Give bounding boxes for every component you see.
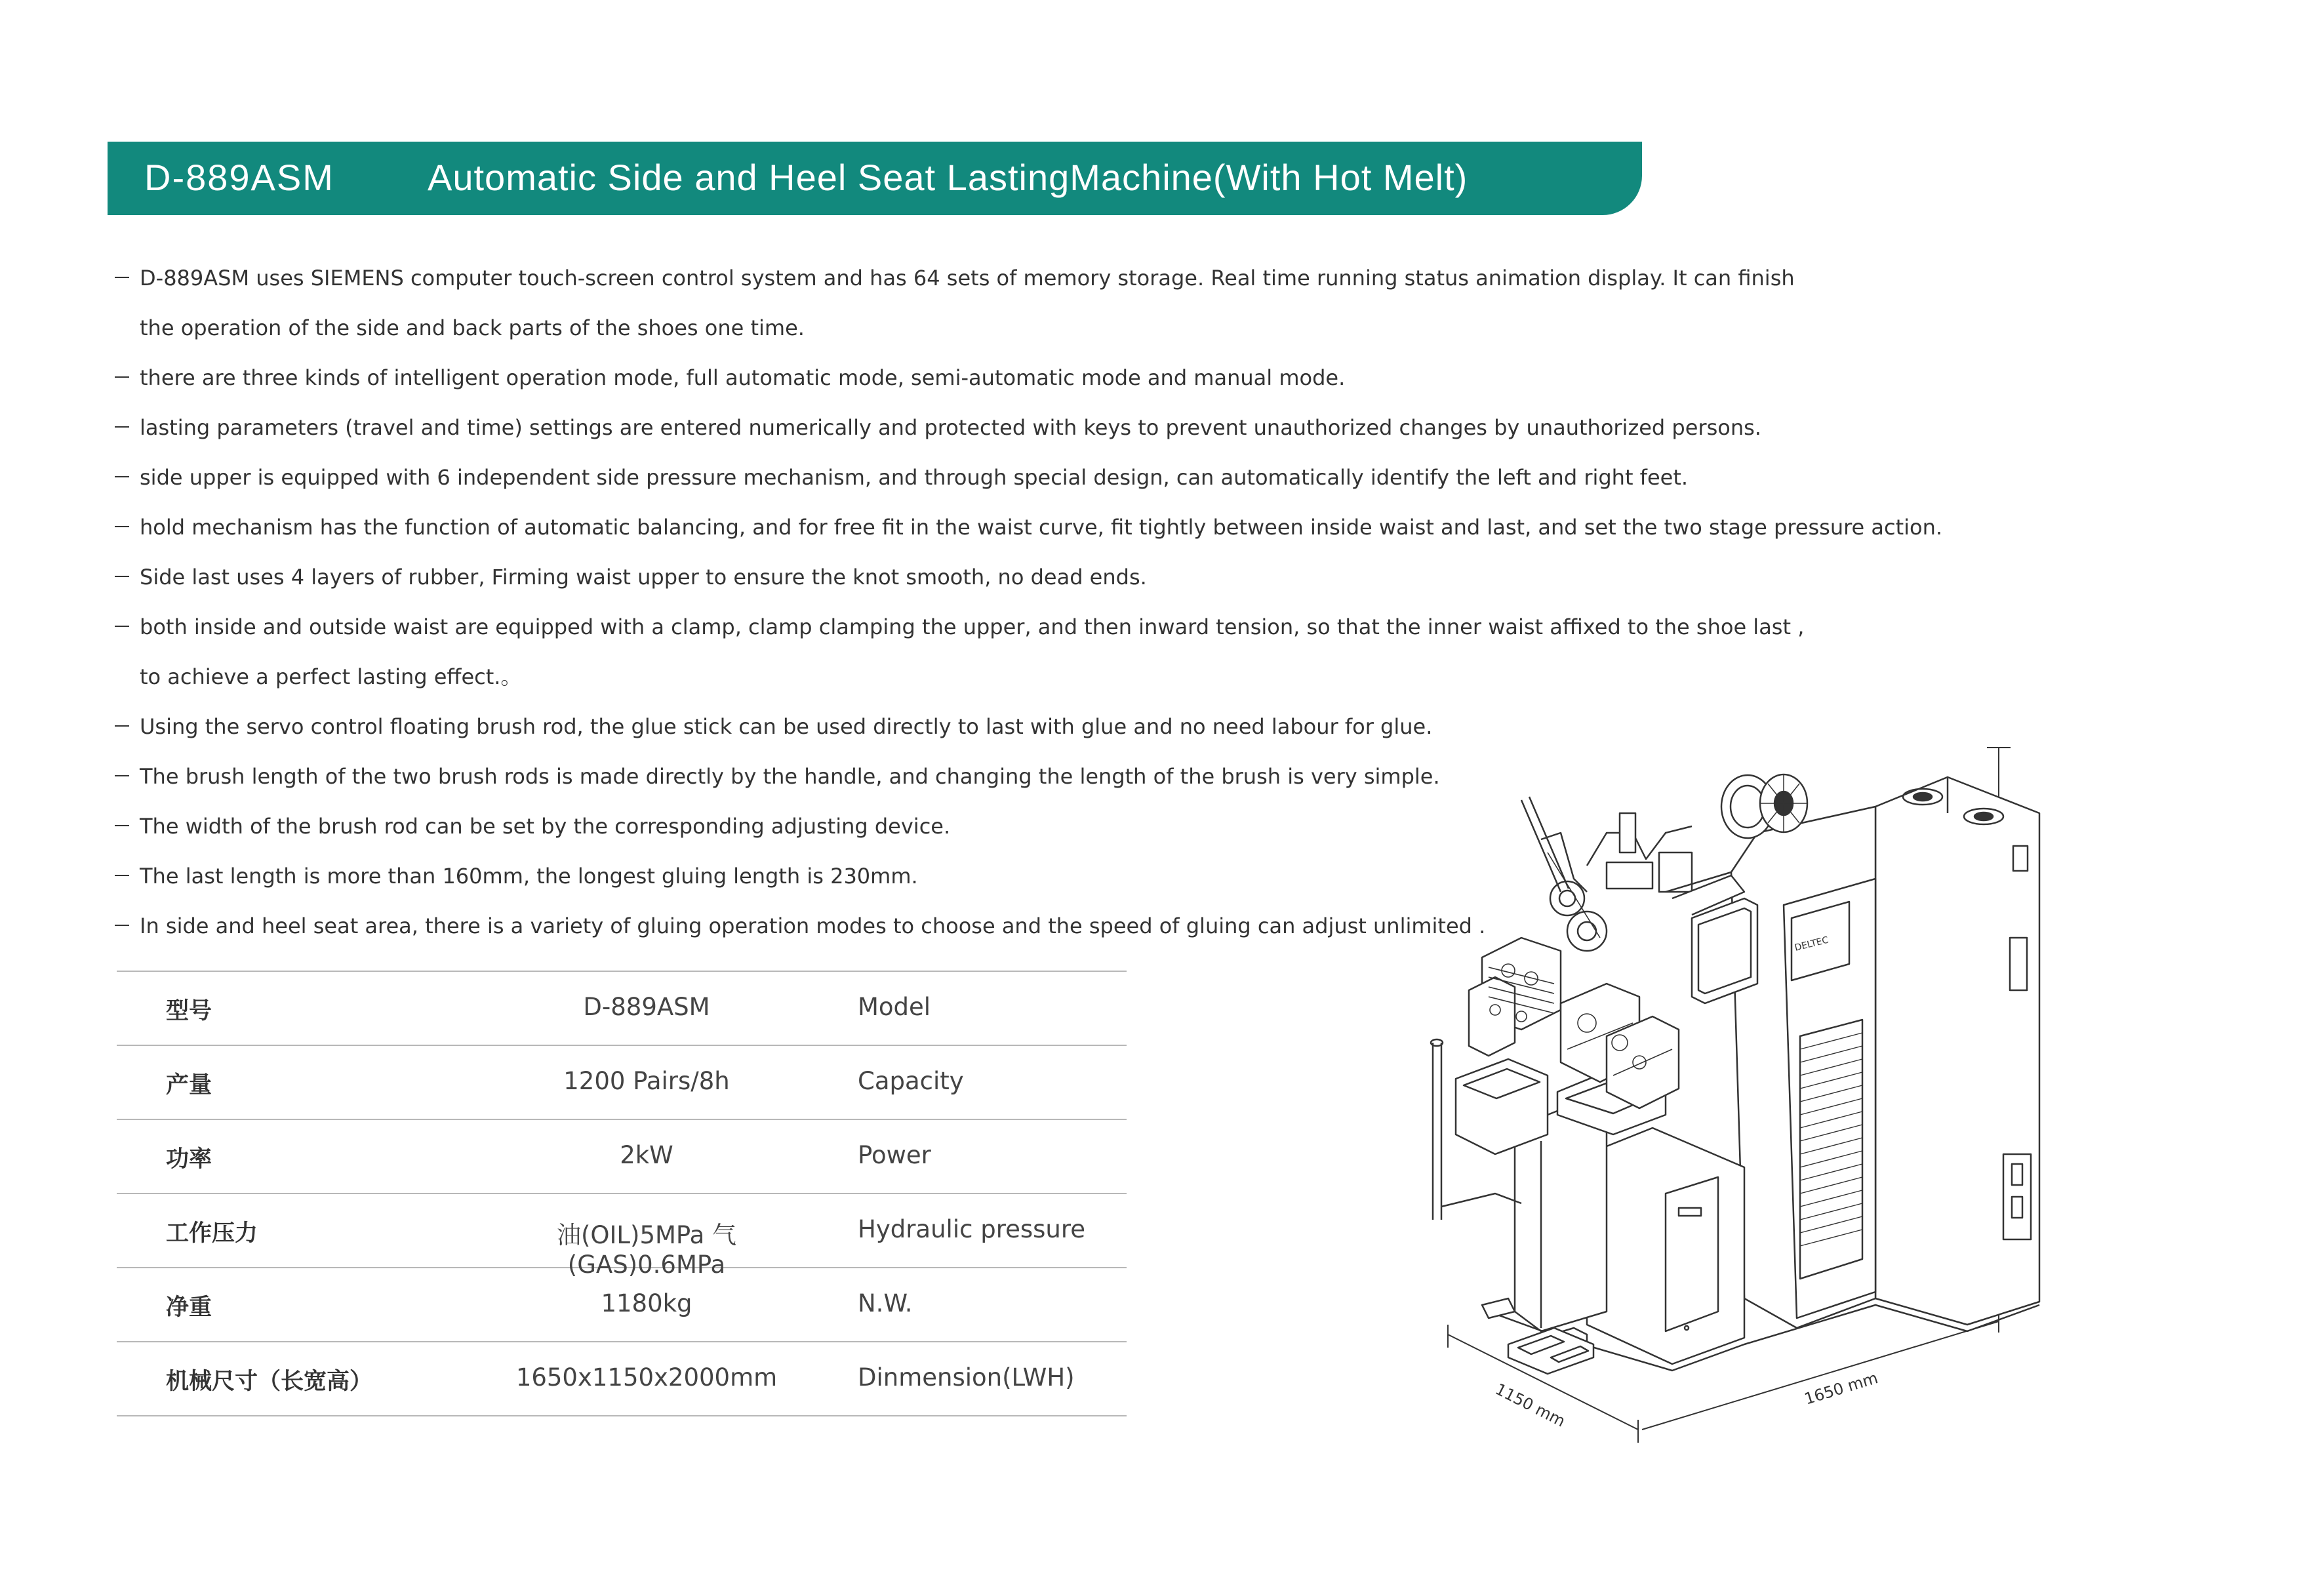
- feature-item: D-889ASM uses SIEMENS computer touch-screen control system and has 64 sets of memory storage. Real time running status animation display. It can finish: [115, 253, 2016, 303]
- feature-item-continued: the operation of the side and back parts of the shoes one time.: [140, 315, 805, 340]
- spec-row-pressure: [117, 1194, 1127, 1279]
- feature-item: Side last uses 4 layers of rubber, Firming waist upper to ensure the knot smooth, no dead ends.: [115, 552, 2016, 602]
- spec-label-en: Dinmension(LWH): [858, 1363, 1075, 1392]
- spec-value: D-889ASM: [583, 993, 710, 1021]
- spec-table: [117, 971, 1127, 1416]
- feature-item: there are three kinds of intelligent operation mode, full automatic mode, semi-automatic mode and manual mode.: [115, 353, 2016, 403]
- spec-label-en: Model: [858, 993, 931, 1021]
- spec-value: 油(OIL)5MPa 气(GAS)0.6MPa: [556, 1221, 737, 1279]
- feature-item: The width of the brush rod can be set by the corresponding adjusting device.: [115, 801, 2016, 851]
- model-title: D-889ASM: [144, 157, 334, 198]
- spec-value: 1180kg: [601, 1289, 692, 1317]
- spec-value: 1200 Pairs/8h: [563, 1067, 730, 1095]
- front-column: [1515, 1069, 1744, 1364]
- spec-value: 1650x1150x2000mm: [515, 1363, 778, 1392]
- machine-illustration: [1390, 734, 2112, 1489]
- feature-item: The last length is more than 160mm, the longest gluing length is 230mm.: [115, 851, 2016, 901]
- feature-item: The brush length of the two brush rods is made directly by the handle, and changing the length of the brush is very simple.: [115, 752, 2016, 801]
- spec-label-cn: 工作压力: [166, 1220, 258, 1247]
- spec-label-en: Hydraulic pressure: [858, 1215, 1086, 1243]
- spec-label-cn: 机械尺寸（长宽高）: [166, 1369, 373, 1395]
- length-label: 1650 mm: [1802, 1369, 1880, 1409]
- spec-label-en: N.W.: [858, 1289, 913, 1317]
- rear-cabinet: [1875, 777, 2039, 1325]
- spec-label-cn: 型号: [166, 998, 212, 1024]
- spec-label-cn: 产量: [166, 1072, 212, 1098]
- feature-item: side upper is equipped with 6 independent side pressure mechanism, and through special design, can automatically identify the left and right feet.: [115, 452, 2016, 502]
- width-label: 1150 mm: [1492, 1380, 1569, 1431]
- touch-screen: [1692, 898, 1757, 1003]
- feature-item: hold mechanism has the function of automatic balancing, and for free fit in the waist curve, fit tightly between inside waist and last, and set the two stage pressure action.: [115, 502, 2016, 552]
- title-banner: [108, 142, 1642, 215]
- feature-item-continued: to achieve a perfect lasting effect.。: [140, 664, 522, 689]
- spec-row-model: [117, 972, 1127, 1046]
- spec-value: 2kW: [620, 1141, 673, 1169]
- glue-spool: [1721, 774, 1807, 838]
- spec-label-cn: 净重: [166, 1294, 212, 1321]
- product-title: Automatic Side and Heel Seat LastingMachine(With Hot Melt): [428, 157, 1468, 198]
- spec-label-en: Capacity: [858, 1067, 964, 1095]
- feature-item: Using the servo control floating brush rod, the glue stick can be used directly to last with glue and no need labour for glue.: [115, 702, 2016, 752]
- spec-row-capacity: [117, 1046, 1127, 1120]
- spec-row-weight: [117, 1268, 1127, 1342]
- brand-label: DELTEC: [1793, 934, 1830, 953]
- spec-label-cn: 功率: [166, 1146, 212, 1173]
- main-cabinet: [1731, 807, 1875, 1328]
- spec-label-en: Power: [858, 1141, 931, 1169]
- spec-row-dimension: [117, 1342, 1127, 1416]
- spec-row-power: [117, 1120, 1127, 1194]
- feature-item: both inside and outside waist are equipped with a clamp, clamp clamping the upper, and then inward tension, so that the inner waist affixed to the shoe last ,: [115, 602, 2016, 652]
- feature-item: In side and heel seat area, there is a variety of gluing operation modes to choose and the speed of gluing can adjust unlimited .: [115, 901, 2016, 951]
- feature-item: lasting parameters (travel and time) settings are entered numerically and protected with keys to prevent unauthorized changes by unauthorized persons.: [115, 403, 2016, 452]
